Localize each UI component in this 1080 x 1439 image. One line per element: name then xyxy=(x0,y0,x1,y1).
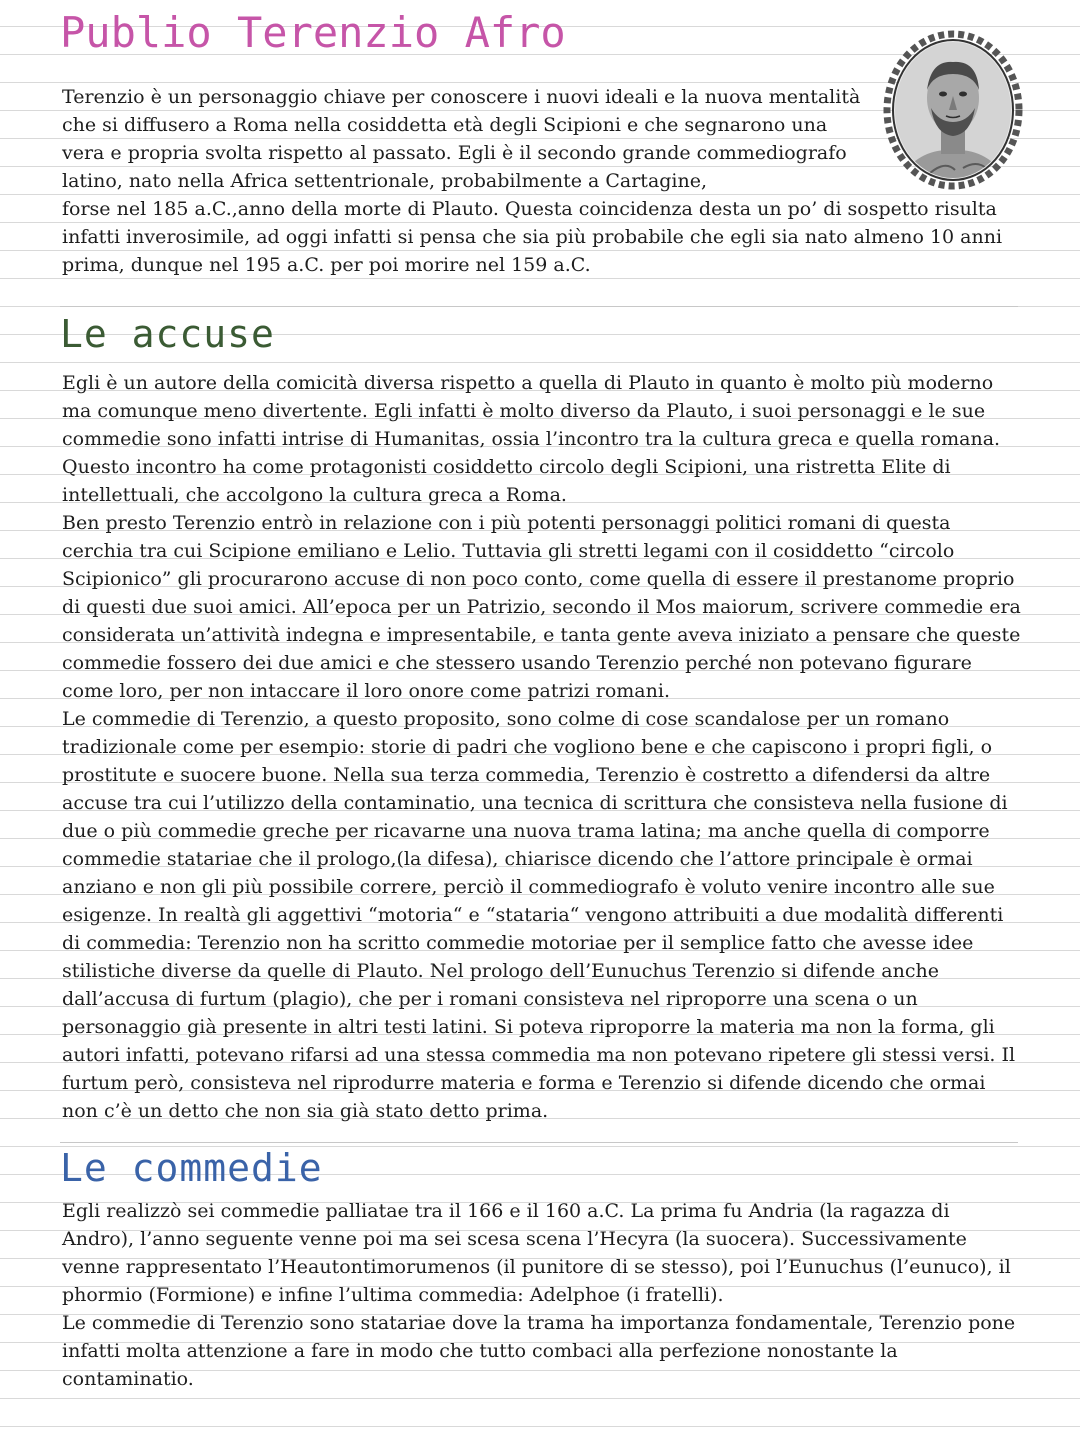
accuse-paragraph-1: Egli è un autore della comicità diversa rispetto a quella di Plauto in quanto è molto più moderno ma comunque meno divertente. Egli infatti è molto diverso da Plauto, i suoi personaggi e le sue commedie sono infatti intrise di Humanitas, ossia l’incontro tra la cultura greca e quella romana. Questo incontro ha come protagonisti cosiddetto circolo degli Scipioni, una ristretta Elite di intellettuali, che accolgono la cultura greca a Roma. xyxy=(62,372,1001,506)
section-heading-accuse: Le accuse xyxy=(60,312,275,356)
intro-text-wrapped: Terenzio è un personaggio chiave per conoscere i nuovi ideali e la nuova mentalità che si diffusero a Roma nella cosiddetta età degli Scipioni e che segnarono una vera e propria svolta rispetto al passato. Egli è il secondo grande commediografo latino, nato nella Africa settentrionale, probabilmente a Cartagine, xyxy=(62,86,861,192)
intro-text-full: forse nel 185 a.C.,anno della morte di Plauto. Questa coincidenza desta un po’ di sospetto risulta infatti inverosimile, ad oggi infatti si pensa che sia più probabile che egli sia nato almeno 10 anni prima, dunque nel 195 a.C. per poi morire nel 159 a.C. xyxy=(62,198,1003,276)
accuse-paragraph-2: Ben presto Terenzio entrò in relazione con i più potenti personaggi politici romani di questa cerchia tra cui Scipione emiliano e Lelio. Tuttavia gli stretti legami con il cosiddetto “circolo Scipionico” gli procurarono accuse di non poco conto, come quella di essere il prestanome proprio di questi due suoi amici. All’epoca per un Patrizio, secondo il Mos maiorum, scrivere commedie era considerata un’attività indegna e impresentabile, e tanta gente aveva iniziato a pensare che queste commedie fossero dei due amici e che stessero usando Terenzio perché non potevano figurare come loro, per non intaccare il loro onore come patrizi romani. xyxy=(62,512,1021,702)
intro-paragraph xyxy=(62,83,1022,279)
accuse-paragraph-3: Le commedie di Terenzio, a questo proposito, sono colme di cose scandalose per un romano tradizionale come per esempio: storie di padri che vogliono bene e che capiscono i propri figli, o prostitute e suocere buone. Nella sua terza commedia, Terenzio è costretto a difendersi da altre accuse tra cui l’utilizzo della contaminatio, una tecnica di scrittura che consisteva nella fusione di due o più commedie greche per ricavarne una nuova trama latina; ma anche quella di comporre commedie statariae che il prologo,(la difesa), chiarisce dicendo che l’attore principale è ormai anziano e non gli più possibile correre, perciò il commediografo è voluto venire incontro alle sue esigenze. In realtà gli aggettivi “motoria“ e “stataria“ vengono attribuiti a due modalità differenti di commedia: Terenzio non ha scritto commedie motoriae per il semplice fatto che avesse idee stilistiche diverse da quelle di Plauto. Nel prologo dell’Eunuchus Terenzio si difende anche dall’accusa di furtum (plagio), che per i romani consisteva nel riproporre una scena o un personaggio già presente in altri testi latini. Si poteva riproporre la materia ma non la forma, gli autori infatti, potevano rifarsi ad una stessa commedia ma non potevano ripetere gli stessi versi. Il furtum però, consisteva nel riprodurre materia e forma e Terenzio si difende dicendo che ormai non c’è un detto che non sia già stato detto prima. xyxy=(62,708,1016,1122)
commedie-paragraph-1: Egli realizzò sei commedie palliatae tra il 166 e il 160 a.C. La prima fu Andria (la ragazza di Andro), l’anno seguente venne poi ma sei scesa scena l’Hecyra (la suocera). Successivamente venne rappresentato l’Heautontimorumenos (il punitore di se stesso), poi l’Eunuchus (l’eunuco), il phormio (Formione) e infine l’ultima commedia: Adelphoe (i fratelli). xyxy=(62,1200,1011,1306)
page-title: Publio Terenzio Afro xyxy=(60,8,566,57)
accuse-section-body xyxy=(62,369,1027,1125)
section-divider xyxy=(60,1142,1018,1143)
section-heading-commedie: Le commedie xyxy=(60,1146,323,1190)
commedie-section-body xyxy=(62,1197,1027,1393)
commedie-paragraph-2: Le commedie di Terenzio sono statariae dove la trama ha importanza fondamentale, Terenzio pone infatti molta attenzione a fare in modo che tutto combaci alla perfezione nonostante la contaminatio. xyxy=(62,1312,1016,1390)
section-divider xyxy=(60,306,1018,307)
